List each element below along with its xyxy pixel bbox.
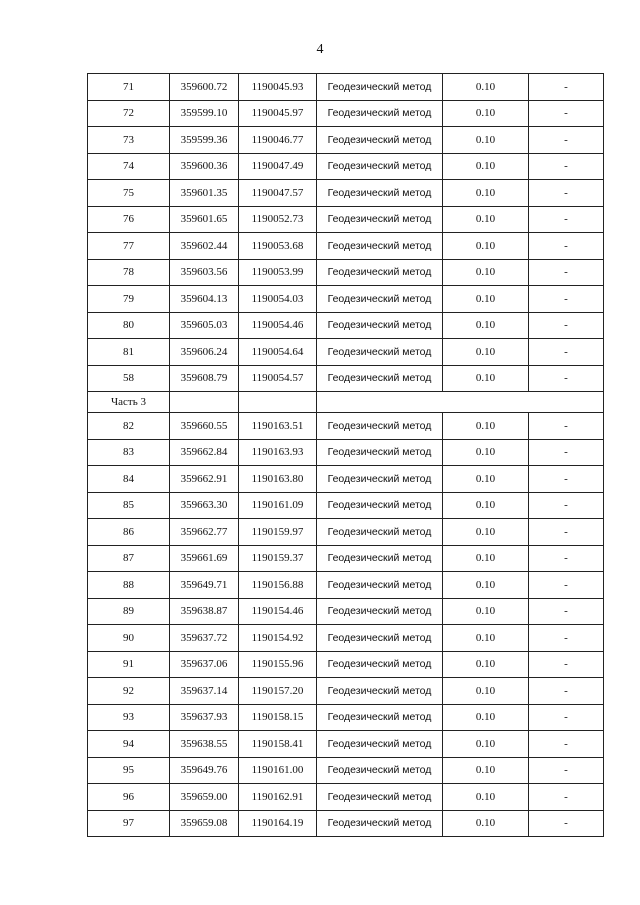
page-number: 4 [316,42,324,57]
method-cell: Геодезический метод [317,206,443,233]
x-coordinate-cell: 359649.76 [170,757,239,784]
x-coordinate-cell: 359637.72 [170,625,239,652]
table-row [88,439,604,466]
point-number-cell: 88 [88,572,170,599]
accuracy-cell: 0.10 [443,810,529,837]
x-coordinate-cell: 359659.00 [170,784,239,811]
y-coordinate-cell: 1190163.51 [239,413,317,440]
point-number-cell: 72 [88,100,170,127]
method-cell: Геодезический метод [317,339,443,366]
accuracy-cell: 0.10 [443,625,529,652]
point-number-cell: 82 [88,413,170,440]
x-coordinate-cell: 359601.65 [170,206,239,233]
x-coordinate-cell: 359637.06 [170,651,239,678]
x-coordinate-cell: 359602.44 [170,233,239,260]
y-coordinate-cell: 1190161.00 [239,757,317,784]
point-number-cell: 97 [88,810,170,837]
method-cell: Геодезический метод [317,651,443,678]
accuracy-cell: 0.10 [443,598,529,625]
accuracy-cell: 0.10 [443,704,529,731]
method-cell: Геодезический метод [317,678,443,705]
point-number-cell: 87 [88,545,170,572]
method-cell: Геодезический метод [317,704,443,731]
point-number-cell: 90 [88,625,170,652]
point-number-cell: 74 [88,153,170,180]
point-number-cell: 76 [88,206,170,233]
note-cell: - [529,413,604,440]
y-coordinate-cell: 1190054.64 [239,339,317,366]
note-cell: - [529,127,604,154]
x-coordinate-cell: 359637.93 [170,704,239,731]
point-number-cell: 73 [88,127,170,154]
table-row [88,127,604,154]
section-label: Часть 3 [88,392,170,413]
accuracy-cell: 0.10 [443,312,529,339]
note-cell: - [529,259,604,286]
accuracy-cell: 0.10 [443,545,529,572]
accuracy-cell: 0.10 [443,519,529,546]
y-coordinate-cell: 1190159.97 [239,519,317,546]
table-row [88,339,604,366]
table-row [88,572,604,599]
table-row [88,180,604,207]
table-row [88,466,604,493]
accuracy-cell: 0.10 [443,100,529,127]
y-coordinate-cell: 1190158.15 [239,704,317,731]
table-row [88,598,604,625]
note-cell: - [529,810,604,837]
y-coordinate-cell: 1190157.20 [239,678,317,705]
table-row [88,731,604,758]
note-cell: - [529,100,604,127]
point-number-cell: 93 [88,704,170,731]
y-coordinate-cell: 1190054.46 [239,312,317,339]
table-row [88,153,604,180]
method-cell: Геодезический метод [317,233,443,260]
y-coordinate-cell: 1190161.09 [239,492,317,519]
method-cell: Геодезический метод [317,259,443,286]
x-coordinate-cell: 359604.13 [170,286,239,313]
accuracy-cell: 0.10 [443,286,529,313]
note-cell: - [529,572,604,599]
y-coordinate-cell: 1190155.96 [239,651,317,678]
point-number-cell: 86 [88,519,170,546]
x-coordinate-cell: 359637.14 [170,678,239,705]
method-cell: Геодезический метод [317,625,443,652]
method-cell: Геодезический метод [317,492,443,519]
note-cell: - [529,233,604,260]
table-row [88,678,604,705]
x-coordinate-cell: 359605.03 [170,312,239,339]
point-number-cell: 81 [88,339,170,366]
note-cell: - [529,365,604,392]
table-row [88,704,604,731]
section-row [88,392,604,413]
note-cell: - [529,286,604,313]
accuracy-cell: 0.10 [443,180,529,207]
accuracy-cell: 0.10 [443,678,529,705]
x-coordinate-cell: 359603.56 [170,259,239,286]
note-cell: - [529,625,604,652]
note-cell: - [529,704,604,731]
note-cell: - [529,678,604,705]
accuracy-cell: 0.10 [443,153,529,180]
point-number-cell: 77 [88,233,170,260]
method-cell: Геодезический метод [317,365,443,392]
x-coordinate-cell: 359659.08 [170,810,239,837]
method-cell: Геодезический метод [317,127,443,154]
y-coordinate-cell: 1190164.19 [239,810,317,837]
empty-cell [239,392,317,413]
accuracy-cell: 0.10 [443,651,529,678]
accuracy-cell: 0.10 [443,127,529,154]
method-cell: Геодезический метод [317,784,443,811]
method-cell: Геодезический метод [317,153,443,180]
point-number-cell: 83 [88,439,170,466]
x-coordinate-cell: 359606.24 [170,339,239,366]
x-coordinate-cell: 359599.36 [170,127,239,154]
accuracy-cell: 0.10 [443,757,529,784]
y-coordinate-cell: 1190162.91 [239,784,317,811]
y-coordinate-cell: 1190052.73 [239,206,317,233]
y-coordinate-cell: 1190045.97 [239,100,317,127]
y-coordinate-cell: 1190053.68 [239,233,317,260]
x-coordinate-cell: 359660.55 [170,413,239,440]
y-coordinate-cell: 1190054.57 [239,365,317,392]
table-row [88,413,604,440]
point-number-cell: 94 [88,731,170,758]
method-cell: Геодезический метод [317,466,443,493]
y-coordinate-cell: 1190045.93 [239,74,317,101]
note-cell: - [529,439,604,466]
coordinates-table [87,73,604,837]
table-row [88,233,604,260]
table-row [88,286,604,313]
method-cell: Геодезический метод [317,598,443,625]
x-coordinate-cell: 359599.10 [170,100,239,127]
y-coordinate-cell: 1190047.49 [239,153,317,180]
method-cell: Геодезический метод [317,413,443,440]
point-number-cell: 85 [88,492,170,519]
y-coordinate-cell: 1190163.80 [239,466,317,493]
y-coordinate-cell: 1190156.88 [239,572,317,599]
point-number-cell: 96 [88,784,170,811]
point-number-cell: 84 [88,466,170,493]
note-cell: - [529,519,604,546]
accuracy-cell: 0.10 [443,365,529,392]
table-row [88,651,604,678]
accuracy-cell: 0.10 [443,74,529,101]
method-cell: Геодезический метод [317,731,443,758]
x-coordinate-cell: 359662.77 [170,519,239,546]
x-coordinate-cell: 359638.87 [170,598,239,625]
note-cell: - [529,466,604,493]
x-coordinate-cell: 359649.71 [170,572,239,599]
y-coordinate-cell: 1190046.77 [239,127,317,154]
method-cell: Геодезический метод [317,810,443,837]
point-number-cell: 92 [88,678,170,705]
method-cell: Геодезический метод [317,519,443,546]
table-row [88,625,604,652]
table-row [88,312,604,339]
accuracy-cell: 0.10 [443,572,529,599]
y-coordinate-cell: 1190154.46 [239,598,317,625]
table-row [88,492,604,519]
y-coordinate-cell: 1190154.92 [239,625,317,652]
note-cell: - [529,339,604,366]
y-coordinate-cell: 1190053.99 [239,259,317,286]
table-row [88,365,604,392]
point-number-cell: 95 [88,757,170,784]
method-cell: Геодезический метод [317,439,443,466]
note-cell: - [529,206,604,233]
x-coordinate-cell: 359608.79 [170,365,239,392]
accuracy-cell: 0.10 [443,731,529,758]
note-cell: - [529,651,604,678]
accuracy-cell: 0.10 [443,206,529,233]
note-cell: - [529,180,604,207]
method-cell: Геодезический метод [317,100,443,127]
table-row [88,74,604,101]
method-cell: Геодезический метод [317,757,443,784]
accuracy-cell: 0.10 [443,439,529,466]
method-cell: Геодезический метод [317,572,443,599]
table-row [88,784,604,811]
note-cell: - [529,545,604,572]
y-coordinate-cell: 1190159.37 [239,545,317,572]
point-number-cell: 91 [88,651,170,678]
method-cell: Геодезический метод [317,74,443,101]
x-coordinate-cell: 359662.84 [170,439,239,466]
table-row [88,757,604,784]
x-coordinate-cell: 359600.72 [170,74,239,101]
y-coordinate-cell: 1190047.57 [239,180,317,207]
x-coordinate-cell: 359638.55 [170,731,239,758]
note-cell: - [529,598,604,625]
accuracy-cell: 0.10 [443,339,529,366]
y-coordinate-cell: 1190054.03 [239,286,317,313]
y-coordinate-cell: 1190158.41 [239,731,317,758]
method-cell: Геодезический метод [317,180,443,207]
coordinates-table-body [88,74,604,837]
x-coordinate-cell: 359662.91 [170,466,239,493]
accuracy-cell: 0.10 [443,466,529,493]
x-coordinate-cell: 359663.30 [170,492,239,519]
note-cell: - [529,74,604,101]
x-coordinate-cell: 359601.35 [170,180,239,207]
point-number-cell: 58 [88,365,170,392]
x-coordinate-cell: 359600.36 [170,153,239,180]
note-cell: - [529,312,604,339]
point-number-cell: 75 [88,180,170,207]
note-cell: - [529,757,604,784]
table-row [88,545,604,572]
table-row [88,810,604,837]
accuracy-cell: 0.10 [443,492,529,519]
method-cell: Геодезический метод [317,286,443,313]
point-number-cell: 78 [88,259,170,286]
point-number-cell: 71 [88,74,170,101]
accuracy-cell: 0.10 [443,784,529,811]
x-coordinate-cell: 359661.69 [170,545,239,572]
point-number-cell: 80 [88,312,170,339]
y-coordinate-cell: 1190163.93 [239,439,317,466]
note-cell: - [529,784,604,811]
method-cell: Геодезический метод [317,312,443,339]
table-row [88,206,604,233]
note-cell: - [529,731,604,758]
empty-cell [317,392,604,413]
accuracy-cell: 0.10 [443,259,529,286]
table-row [88,519,604,546]
point-number-cell: 79 [88,286,170,313]
accuracy-cell: 0.10 [443,233,529,260]
accuracy-cell: 0.10 [443,413,529,440]
empty-cell [170,392,239,413]
note-cell: - [529,492,604,519]
note-cell: - [529,153,604,180]
table-row [88,259,604,286]
method-cell: Геодезический метод [317,545,443,572]
table-row [88,100,604,127]
point-number-cell: 89 [88,598,170,625]
